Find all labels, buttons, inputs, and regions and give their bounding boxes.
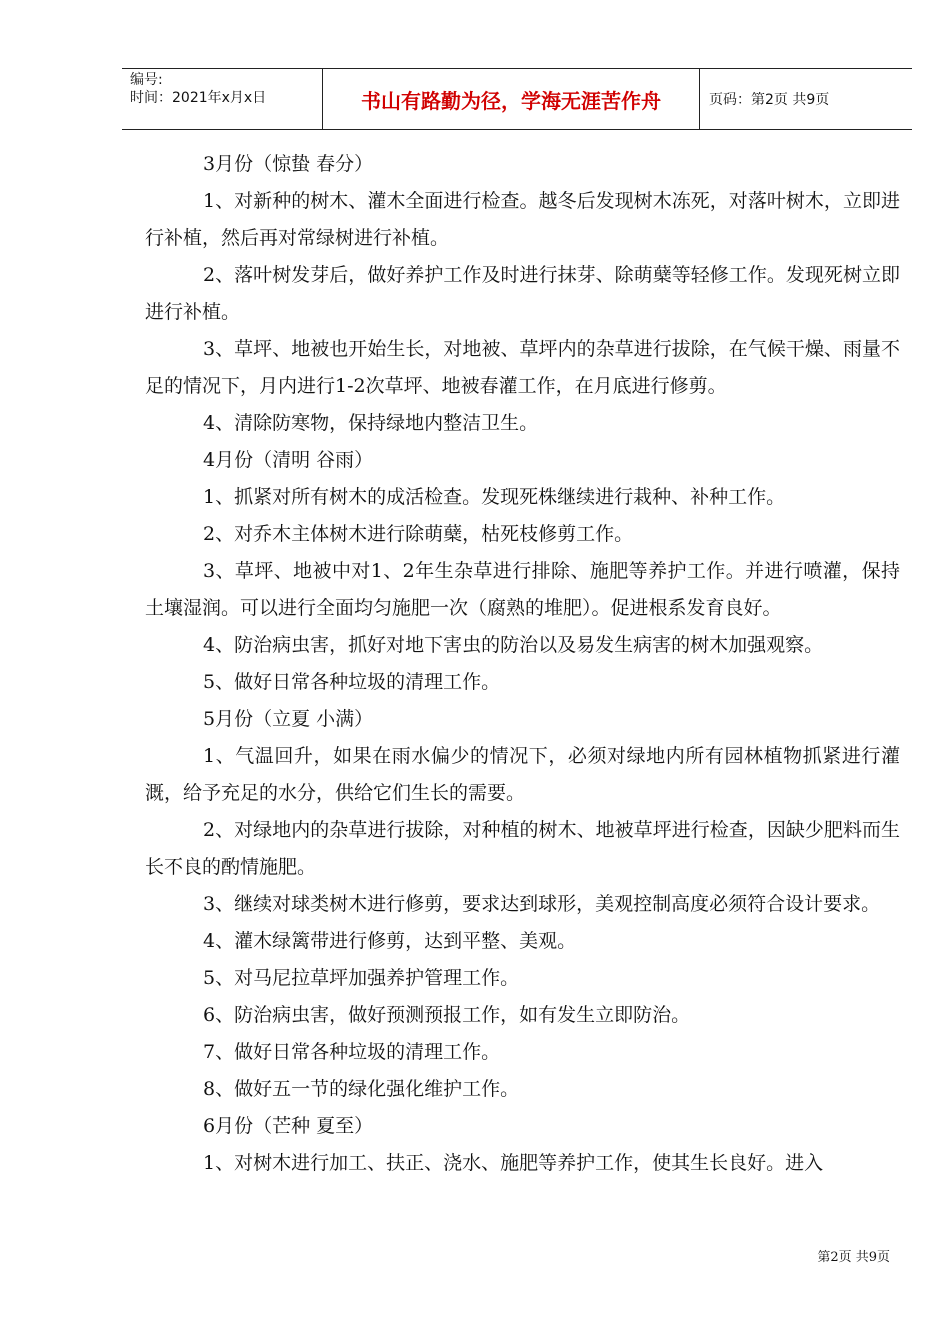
paragraph: 4、灌木绿篱带进行修剪，达到平整、美观。 bbox=[203, 930, 577, 952]
document-body bbox=[145, 146, 900, 1182]
paragraph: 3、继续对球类树木进行修剪，要求达到球形，美观控制高度必须符合设计要求。 bbox=[203, 893, 881, 915]
header-meta bbox=[122, 69, 322, 129]
paragraph: 1、对树木进行加工、扶正、浇水、施肥等养护工作，使其生长良好。进入 bbox=[203, 1152, 824, 1174]
paragraph: 8、做好五一节的绿化强化维护工作。 bbox=[203, 1078, 520, 1100]
header-motto: 书山有路勤为径，学海无涯苦作舟 bbox=[322, 69, 700, 129]
section-heading-may: 5月份（立夏 小满） bbox=[203, 708, 374, 730]
paragraph: 6、防治病虫害，做好预测预报工作，如有发生立即防治。 bbox=[203, 1004, 691, 1026]
header-page-number: 页码：第2页 共9页 bbox=[709, 92, 830, 108]
paragraph: 4、清除防寒物，保持绿地内整洁卫生。 bbox=[203, 412, 539, 434]
document-time-label: 时间：2021年x月x日 bbox=[130, 90, 267, 106]
paragraph: 2、对绿地内的杂草进行拔除，对种植的树木、地被草坪进行检查，因缺少肥料而生长不良的酌情施肥。 bbox=[145, 819, 900, 878]
paragraph: 4、防治病虫害，抓好对地下害虫的防治以及易发生病害的树木加强观察。 bbox=[203, 634, 824, 656]
page-footer: 第2页 共9页 bbox=[817, 1250, 890, 1265]
paragraph: 7、做好日常各种垃圾的清理工作。 bbox=[203, 1041, 501, 1063]
paragraph: 5、做好日常各种垃圾的清理工作。 bbox=[203, 671, 501, 693]
section-heading-march: 3月份（惊蛰 春分） bbox=[203, 153, 374, 175]
paragraph: 2、落叶树发芽后，做好养护工作及时进行抹芽、除萌蘖等轻修工作。发现死树立即进行补植。 bbox=[145, 264, 900, 323]
page-header bbox=[122, 68, 912, 130]
paragraph: 2、对乔木主体树木进行除萌蘖，枯死枝修剪工作。 bbox=[203, 523, 634, 545]
section-heading-june: 6月份（芒种 夏至） bbox=[203, 1115, 374, 1137]
paragraph: 3、草坪、地被中对1、2年生杂草进行排除、施肥等养护工作。并进行喷灌，保持土壤湿润。可以进行全面均匀施肥一次（腐熟的堆肥）。促进根系发育良好。 bbox=[145, 560, 900, 619]
paragraph: 1、对新种的树木、灌木全面进行检查。越冬后发现树木冻死，对落叶树木，立即进行补植，然后再对常绿树进行补植。 bbox=[145, 190, 900, 249]
paragraph: 1、气温回升，如果在雨水偏少的情况下，必须对绿地内所有园林植物抓紧进行灌溉，给予充足的水分，供给它们生长的需要。 bbox=[145, 745, 900, 804]
paragraph: 5、对马尼拉草坪加强养护管理工作。 bbox=[203, 967, 520, 989]
paragraph: 3、草坪、地被也开始生长，对地被、草坪内的杂草进行拔除，在气候干燥、雨量不足的情况下，月内进行1-2次草坪、地被春灌工作，在月底进行修剪。 bbox=[145, 338, 900, 397]
paragraph: 1、抓紧对所有树木的成活检查。发现死株继续进行栽种、补种工作。 bbox=[203, 486, 786, 508]
document-number-label: 编号: bbox=[130, 72, 163, 88]
section-heading-april: 4月份（清明 谷雨） bbox=[203, 449, 374, 471]
